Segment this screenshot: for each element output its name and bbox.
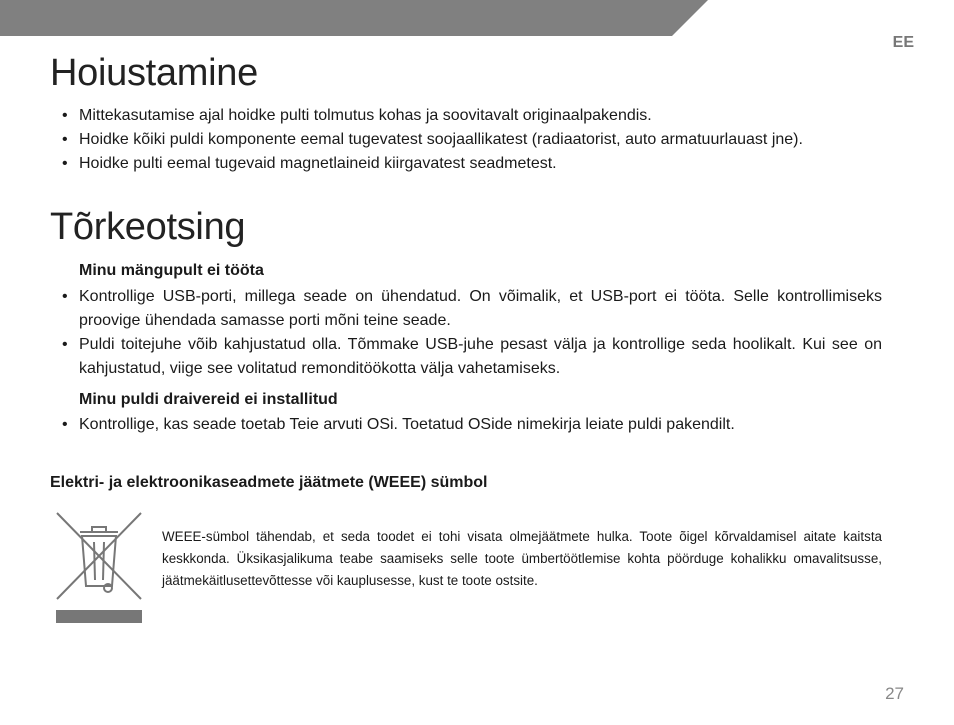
list-item: • Hoidke kõiki puldi komponente eemal tugevatest soojaallikatest (radiaatorist, auto armatuurlauast jne). (62, 131, 803, 148)
header-band (0, 0, 954, 36)
language-code: EE (892, 34, 914, 51)
storage-list (62, 104, 882, 176)
subheading-drivers-not-installed: Minu puldi draivereid ei installitud (79, 391, 338, 408)
crossed-out-wheelie-bin-icon (54, 510, 144, 626)
troubleshooting-list (62, 285, 882, 381)
weee-description: WEEE-sümbol tähendab, et seda toodet ei tohi visata olmejäätmete hulka. Toote õigel kõrvaldamisel aitate kaitsta keskkonda. Üksikasjalikuma teabe saamiseks selle toote ümbertöötlemise kohta pöörduge kohalikku omavalitsusse, jäätmekäitlusettevõttesse või kauplusesse, kust te toote ostsite. (162, 529, 882, 588)
list-item: • Mittekasutamise ajal hoidke pulti tolmutus kohas ja soovitavalt originaalpakendis. (62, 107, 652, 124)
subheading-controller-not-working: Minu mängupult ei tööta (79, 262, 264, 279)
list-item: • Kontrollige, kas seade toetab Teie arvuti OSi. Toetatud OSide nimekirja leiate puldi pakendilt. (62, 416, 735, 433)
page-number: 27 (885, 684, 904, 703)
list-item: • Hoidke pulti eemal tugevaid magnetlaineid kiirgavatest seadmetest. (62, 155, 557, 172)
list-item: • Kontrollige USB-porti, millega seade on ühendatud. On võimalik, et USB-port ei tööta. Selle kontrollimiseks proovige ühendada samasse porti mõni teine seade. (62, 288, 882, 329)
storage-title: Hoiustamine (50, 52, 258, 94)
troubleshooting-title: Tõrkeotsing (50, 206, 246, 248)
troubleshooting-list (62, 413, 882, 437)
weee-heading: Elektri- ja elektroonikaseadmete jäätmete (WEEE) sümbol (50, 474, 488, 491)
list-item: • Puldi toitejuhe võib kahjustatud olla. Tõmmake USB-juhe pesast välja ja kontrollige seda hoolikalt. Kui see on kahjustatud, viige see volitatud remonditöökotta välja vahetamiseks. (62, 336, 882, 377)
